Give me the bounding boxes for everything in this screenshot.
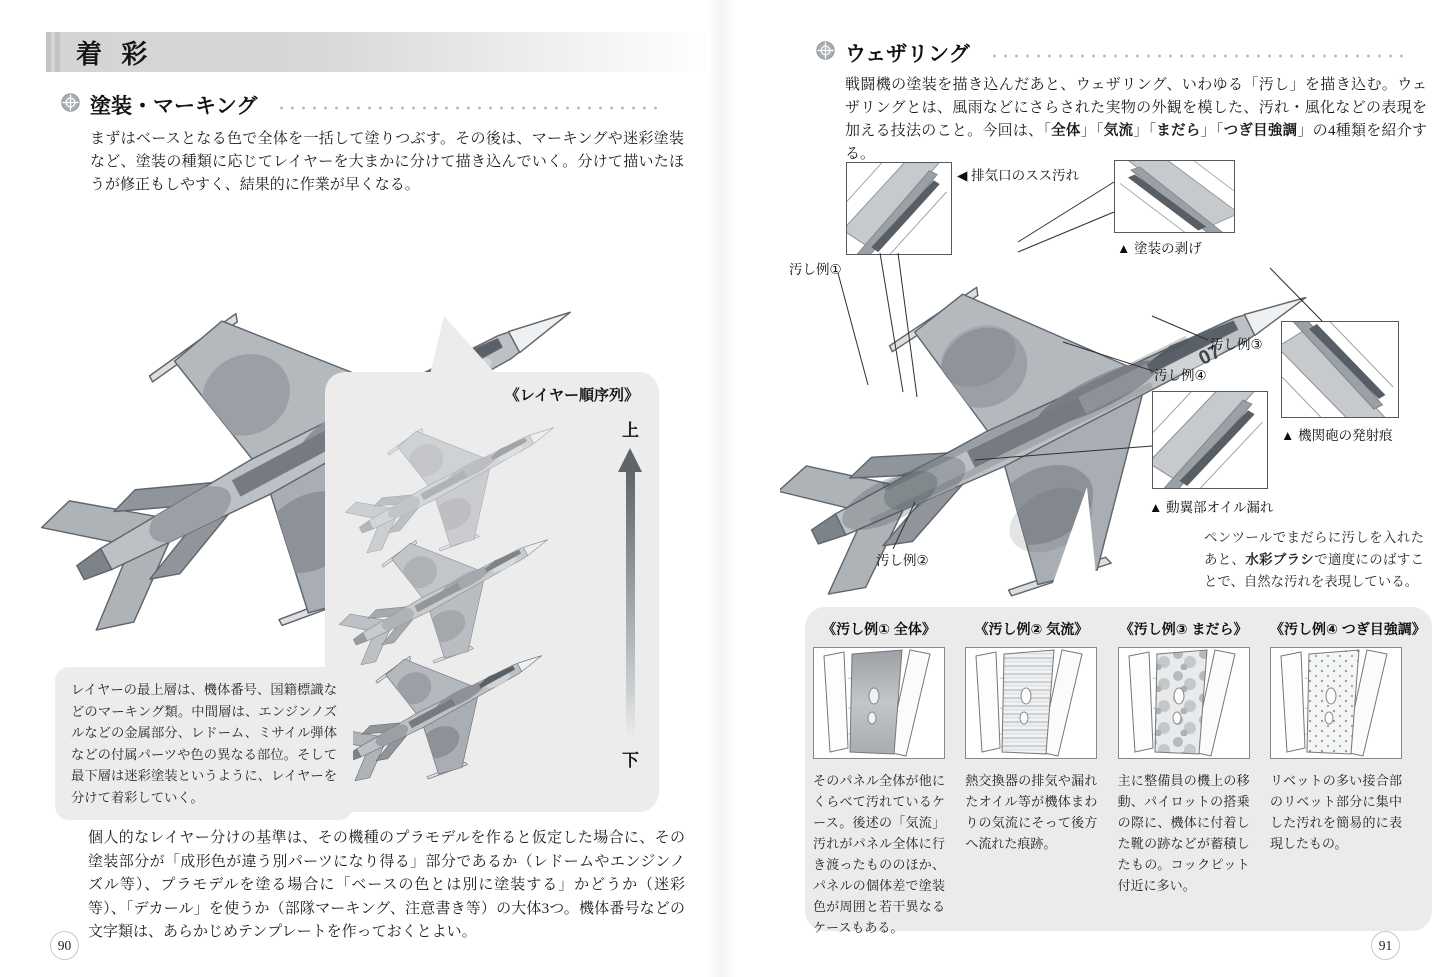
section-heading-weathering <box>815 38 1407 68</box>
weathering-intro-paragraph: 戦闘機の塗装を描き込んだあと、ウェザリング、いわゆる「汚し」を描き込む。ウェザリングとは、風雨などにさらされた実物の外観を模した、汚れ・風化などの表現を加える技法のこと。今回は、「全体」「気流」「まだら」「つぎ目強調」の4種類を紹介する。 <box>845 77 1428 162</box>
example-title: 《汚し例③ まだら》 <box>1119 621 1248 637</box>
example-thumbnail-overall <box>813 647 945 759</box>
example-description: 主に整備員の機上の移動、パイロットの搭乗の際に、機体に付着した靴の跡などが蓄積したもの。コックピット付近に多い。 <box>1117 773 1250 893</box>
example-title: 《汚し例④ つぎ目強調》 <box>1269 621 1426 637</box>
example-description: 熱交換器の排気や漏れたオイル等が機体まわりの気流にそって後方へ流れた痕跡。 <box>965 773 1098 851</box>
layer-order-panel <box>325 372 659 812</box>
inset-gun-marks <box>1281 321 1399 418</box>
target-icon <box>815 40 836 66</box>
layer-panel-pointer <box>430 316 496 374</box>
example-description: そのパネル全体が他にくらべて汚れているケース。後述の「気流」汚れがパネル全体に行き渡ったもののほか、パネルの個体差で塗装色が周囲と若干異なるケースもある。 <box>813 773 945 935</box>
callout-exhaust-soot: ◀ 排気口のスス汚れ <box>957 168 1080 183</box>
layer-criteria-paragraph: 個人的なレイヤー分けの基準は、その機種のプラモデルを作ると仮定した場合に、その塗装部分が「成形色が違う別パーツになり得る」部分であるか（レドームやエンジンノズル等）、プラモデルを塗る場合に「ベースの色とは別に塗装する」かどうか（迷彩等）、「デカール」を使うか（部隊マーキング、注意書き等）の大体3つ。機体番号などの文字類は、あらかじめテンプレートを作っておくとよい。 <box>88 830 685 940</box>
example-thumbnail-airflow <box>965 647 1097 759</box>
callout-gun-marks: ▲ 機関砲の発射痕 <box>1281 428 1393 443</box>
chapter-bar-stripe <box>46 32 51 72</box>
example-title: 《汚し例① 全体》 <box>822 621 936 637</box>
target-icon <box>60 92 81 118</box>
example-thumbnail-mottled <box>1118 647 1250 759</box>
example-column-1 <box>813 619 945 935</box>
section-title: 塗装・マーキング <box>90 95 258 118</box>
chapter-header-bar <box>46 32 710 72</box>
layer-note-box: レイヤーの最上層は、機体番号、国籍標識などのマーキング類。中間層は、エンジンノズルなどの金属部分、レドーム、ミサイル弾体などの付属パーツや色の異なる部位。そして最下層は迷彩塗装というように、レイヤーを分けて着彩していく。 <box>55 667 353 820</box>
page-number-left: 90 <box>50 931 79 960</box>
example-column-2 <box>965 619 1097 931</box>
arrow-top-label: 上 <box>622 421 639 440</box>
example-title: 《汚し例② 気流》 <box>974 621 1089 637</box>
layer-order-arrow-head <box>618 448 642 472</box>
weathering-examples-panel <box>805 607 1432 935</box>
example-thumbnail-seam <box>1270 647 1402 759</box>
page-gutter <box>708 0 736 977</box>
example-column-3 <box>1118 619 1250 931</box>
callout-example3: 汚し例③ <box>1210 337 1263 352</box>
callout-example1: 汚し例① <box>789 262 842 277</box>
painting-intro-paragraph: まずはベースとなる色で全体を一括して塗りつぶす。その後は、マーキングや迷彩塗装など、塗装の種類に応じてレイヤーを大まかに分けて描き込んでいく。分けて描いたほうが修正もしやすく、結果的に作業が早くなる。 <box>90 131 684 193</box>
inset-oil-leak <box>1152 391 1268 489</box>
example-description: リベットの多い接合部のリベット部分に集中した汚れを簡易的に表現したもの。 <box>1269 773 1402 851</box>
callout-oil-leak: ▲ 動翼部オイル漏れ <box>1149 500 1274 515</box>
layer-panel-title: 《レイヤー順序列》 <box>504 387 639 404</box>
example-column-4 <box>1269 619 1426 931</box>
layer-order-arrow <box>626 471 635 739</box>
dotted-rule <box>989 54 1407 58</box>
jet-number-marking: 07 <box>1195 340 1225 370</box>
layer-stack-jets <box>331 400 583 804</box>
inset-paint-peel <box>1114 160 1235 233</box>
callout-example4: 汚し例④ <box>1154 368 1207 383</box>
section-heading-painting <box>60 90 660 120</box>
section-title: ウェザリング <box>845 43 970 66</box>
dotted-rule <box>276 106 660 110</box>
page-number-right: 91 <box>1371 931 1400 960</box>
callout-paint-peel: ▲ 塗装の剥げ <box>1117 241 1202 256</box>
arrow-bottom-label: 下 <box>622 751 639 770</box>
chapter-bar-stripe <box>55 32 60 72</box>
technique-note: ペンツールでまだらに汚しを入れたあと、水彩ブラシで適度にのばすことで、自然な汚れを表現している。 <box>1204 530 1425 589</box>
inset-exhaust-soot <box>846 162 952 255</box>
chapter-title: 着 彩 <box>76 38 154 69</box>
callout-example2: 汚し例② <box>876 553 929 568</box>
